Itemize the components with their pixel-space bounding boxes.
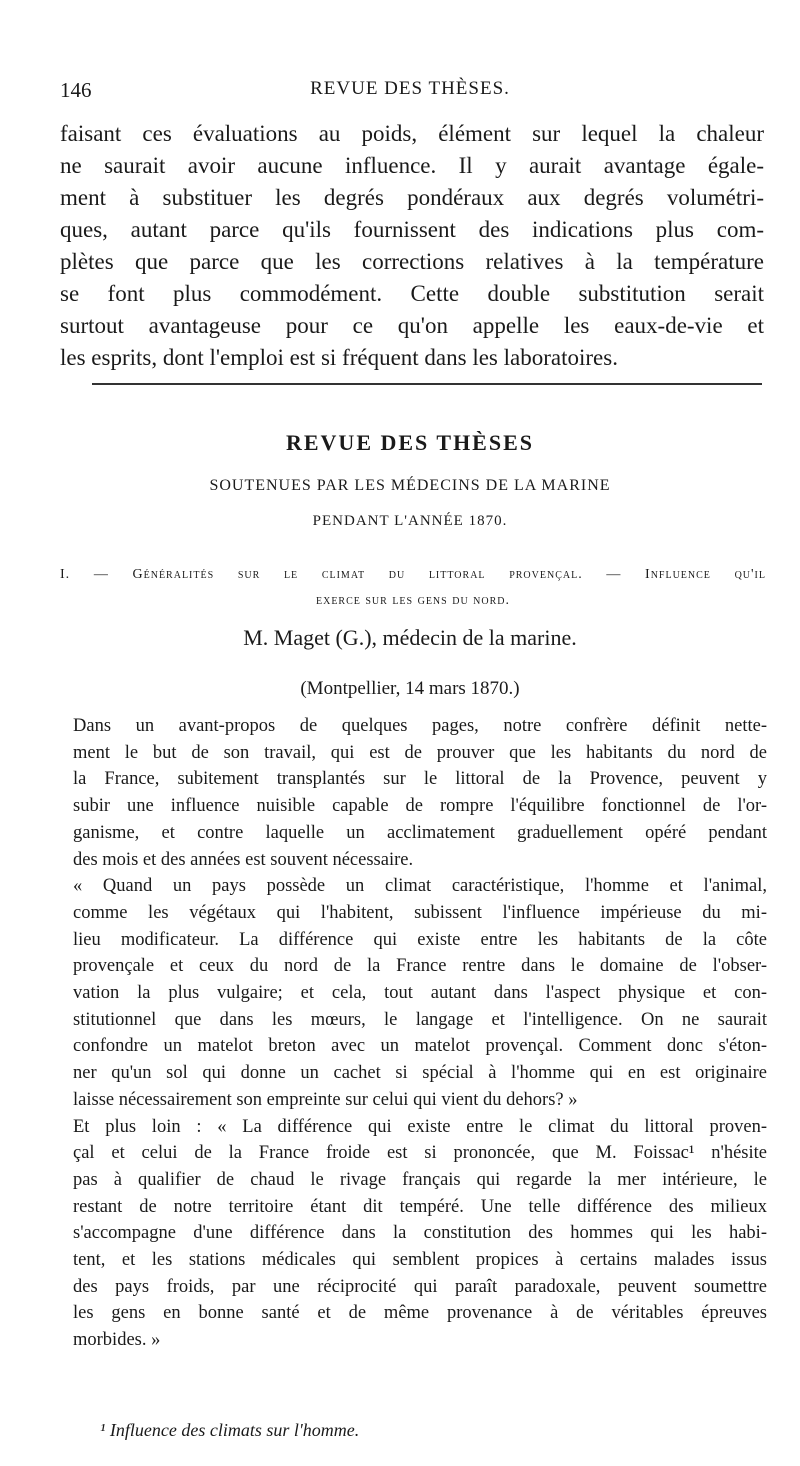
body-line: « Quand un pays possède un climat caractéristique, l'homme et l'animal,: [73, 876, 767, 897]
thesis-author: M. Maget (G.), médecin de la marine.: [243, 625, 577, 650]
body-line: çal et celui de la France froide est si prononcée, que M. Foissac¹ n'hésite: [73, 1143, 767, 1164]
thesis-place-date: (Montpellier, 14 mars 1870.): [300, 678, 520, 699]
text-line: surtout avantageuse pour ce qu'on appelle les eaux-de-vie et: [60, 313, 764, 338]
thesis-title-line: I. — Généralités sur le climat du littoral provençal. — Influence qu'il: [60, 567, 766, 582]
body-line: Dans un avant-propos de quelques pages, notre confrère définit nette-: [73, 716, 767, 736]
footnote: ¹ Influence des climats sur l'homme.: [100, 1420, 360, 1440]
body-line: stitutionnel que dans les mœurs, le langage et l'intelligence. On ne saurait: [73, 1009, 767, 1030]
body-line: lieu modificateur. La différence qui existe entre les habitants de la côte: [73, 929, 767, 950]
body-line: tent, et les stations médicales qui semblent propices à certains malades issus: [73, 1250, 767, 1271]
body-line: des pays froids, par une réciprocité qui paraît paradoxale, peuvent soumettre: [73, 1276, 767, 1297]
text-line: faisant ces évaluations au poids, élément sur lequel la chaleur: [60, 121, 764, 146]
text-line: ques, autant parce qu'ils fournissent des indications plus com-: [60, 217, 764, 242]
page-number: 146: [60, 78, 92, 102]
text-line: se font plus commodément. Cette double substitution serait: [60, 281, 764, 306]
body-line: subir une influence nuisible capable de rompre l'équilibre fonctionnel de l'or-: [73, 796, 767, 817]
text-line: les esprits, dont l'emploi est si fréquent dans les laboratoires.: [60, 345, 618, 370]
body-line: des mois et des années est souvent nécessaire.: [73, 849, 414, 870]
section-year-line: PENDANT L'ANNÉE 1870.: [312, 513, 508, 529]
page-header: [60, 78, 760, 108]
body-line: comme les végétaux qui l'habitent, subissent l'influence impérieuse du mi-: [73, 902, 767, 923]
body-line: laisse nécessairement son empreinte sur celui qui vient du dehors? »: [73, 1089, 578, 1110]
text-line: plètes que parce que les corrections relatives à la température: [60, 249, 764, 274]
body-line: pas à qualifier de chaud le rivage français qui regarde la mer intérieure, le: [73, 1169, 767, 1190]
text-line: ne saurait avoir aucune influence. Il y aurait avantage égale-: [60, 153, 764, 178]
thesis-title: [60, 562, 766, 614]
section-subtitle: SOUTENUES PAR LES MÉDECINS DE LA MARINE: [209, 477, 611, 494]
thesis-title-line: exerce sur les gens du nord.: [315, 593, 510, 608]
body-line: ment le but de son travail, qui est de prouver que les habitants du nord de: [73, 742, 767, 763]
continued-paragraph: [60, 118, 764, 374]
thesis-review-body: [73, 713, 767, 1354]
text-line: ment à substituer les degrés pondéraux aux degrés volumétri-: [60, 185, 764, 210]
body-line: vation la plus vulgaire; et cela, tout autant dans l'aspect physique et con-: [73, 983, 767, 1004]
body-line: restant de notre territoire étant dit tempéré. Une telle différence des milieux: [73, 1196, 767, 1217]
body-line: ganisme, et contre laquelle un acclimatement graduellement opéré pendant: [73, 822, 767, 843]
body-line: morbides. »: [73, 1330, 161, 1351]
body-line: s'accompagne d'une différence dans la constitution des hommes qui les habi-: [73, 1223, 767, 1244]
running-title: REVUE DES THÈSES.: [310, 78, 510, 99]
body-line: Et plus loin : « La différence qui existe entre le climat du littoral proven-: [73, 1116, 767, 1137]
body-line: la France, subitement transplantés sur le littoral de la Provence, peuvent y: [73, 769, 767, 790]
section-title: REVUE DES THÈSES: [285, 430, 534, 455]
section-divider: [92, 383, 762, 385]
body-line: provençale et ceux du nord de la France rentre dans le domaine de l'obser-: [73, 956, 767, 977]
body-line: ner qu'un sol qui donne un cachet si spécial à l'homme qui en est originaire: [73, 1063, 767, 1084]
body-line: confondre un matelot breton avec un matelot provençal. Comment donc s'éton-: [73, 1036, 767, 1057]
body-line: les gens en bonne santé et de même provenance à de véritables épreuves: [73, 1303, 767, 1324]
